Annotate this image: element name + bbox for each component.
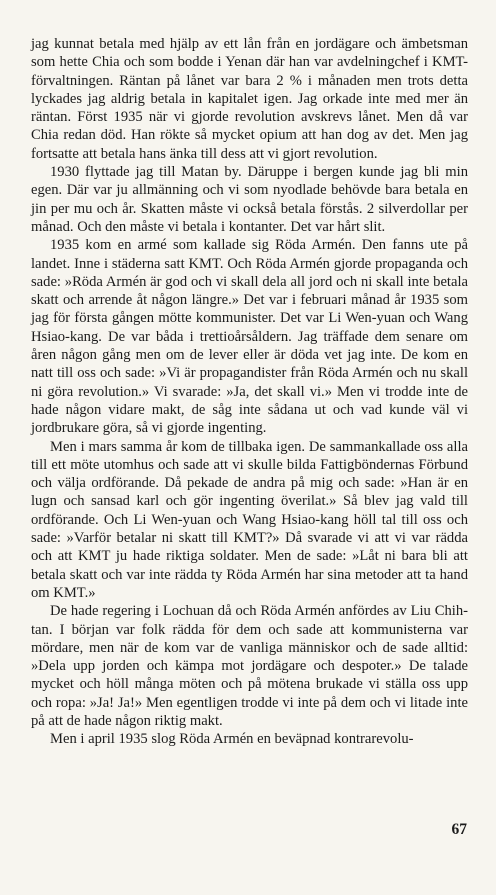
paragraph-1: jag kunnat betala med hjälp av ett lån från en jordägare och ämbetsman som hette Chia och som bodde i Yenan där han var avdelningchef i KMT-förvaltningen. Räntan på lånet var bara 2 % i månaden men trots detta lyckades jag aldrig betala in kapitalet igen. Jag orkade inte med mer än räntan. Först 1935 när vi gjorde revolution avskrevs lånet. Men då var Chia redan död. Han rökte så mycket opium att han dog av det. Men jag fortsatte att betala hans änka till dess att vi gjort revolution. [31,36,468,162]
paragraph-6: Men i april 1935 slog Röda Armén en beväpnad kontrarevolu- [50,731,414,748]
paragraph-5: De hade regering i Lochuan då och Röda Armén anfördes av Liu Chih-tan. I början var folk rädda för dem och sade att kommunisterna var mördare, men när de kom var de vanliga människor och de sade alltid: »Dela upp jorden och kämpa mot jordägare och despoter.» De talade mycket och höll många möten och på mötena brukade vi ställa oss upp och ropa: »Ja! Ja!» Men egentligen trodde vi inte på dem och vi litade inte på att de hade någon riktig makt. [31,603,468,729]
body-text [31,35,468,749]
paragraph-3: 1935 kom en armé som kallade sig Röda Armén. Den fanns ute på landet. Inne i städerna satt KMT. Och Röda Armén gjorde propaganda och sade: »Röda Armén är god och vi skall dela all jord och ni skall inte betala skatt och arrende åt någon längre.» Det var i februari månad år 1935 som jag för första gången mötte kommunister. Det var Li Wen-yuan och Wang Hsiao-kang. De var båda i trettioårsåldern. Jag träffade dem senare om åren någon gång men om de lever eller är döda vet jag inte. De kom en natt till oss och sade: »Vi är propagandister från Röda Armén och nu skall ni göra revolution.» Vi svarade: »Ja, det skall vi.» Men vi trodde inte de hade någon vidare makt, de såg inte sådana ut och vad kunde väl vi jordbrukare göra, så vi gjorde ingenting. [31,237,468,437]
page-number: 67 [451,821,467,838]
paragraph-2: 1930 flyttade jag till Matan by. Däruppe i bergen kunde jag bli min egen. Där var ju allmänning och vi som nyodlade behövde bara betala en jin per mu och år. Skatten måste vi också betala förstås. 2 silverdollar per månad. Och den måste vi betala i kontanter. Det var hårt slit. [31,164,468,235]
paragraph-4: Men i mars samma år kom de tillbaka igen. De sammankallade oss alla till ett möte utomhus och sade att vi skulle bilda Fattigböndernas Förbund och välja ordförande. Då pekade de andra på mig och sade: »Han är en lugn och sansad karl och gör ingenting överilat.» Så blev jag vald till ordförande. Och Li Wen-yuan och Wang Hsiao-kang höll tal till oss och sade: »Varför betalar ni skatt till KMT?» Då svarade vi att vi var rädda och att KMT ju hade riktiga soldater. Men de sade: »Låt ni bara bli att betala skatt och var inte rädda ty Röda Armén har sina metoder att ta hand om KMT.» [31,438,468,601]
